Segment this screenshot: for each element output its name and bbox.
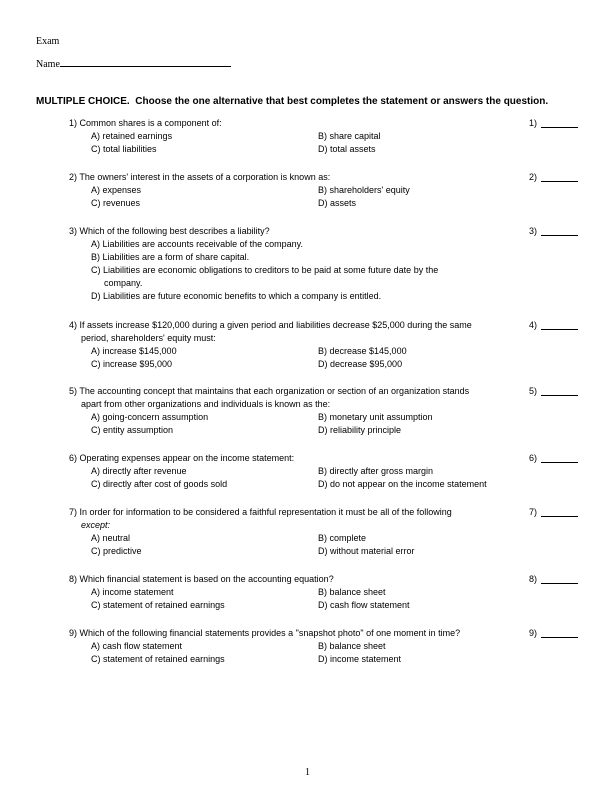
option-letter: C) [91, 425, 101, 435]
option-d[interactable] [318, 358, 402, 371]
option-letter: A) [91, 412, 100, 422]
option-b[interactable] [318, 640, 386, 653]
option-text: shareholders' equity [329, 185, 410, 195]
answer-blank[interactable] [541, 329, 578, 330]
option-text: complete [329, 533, 367, 543]
option-d[interactable] [318, 545, 415, 558]
answer-number: 5) [528, 386, 537, 396]
option-letter: B) [318, 346, 327, 356]
option-text: total liabilities [103, 144, 157, 154]
option-text: do not appear on the income statement [330, 479, 487, 489]
question-stem [69, 171, 509, 184]
option-letter: B) [318, 412, 327, 422]
option-text: decrease $95,000 [330, 359, 403, 369]
option-text: predictive [103, 546, 142, 556]
name-blank[interactable] [60, 58, 231, 67]
option-letter: D) [318, 546, 328, 556]
option-letter: C) [91, 654, 101, 664]
answer-number: 8) [528, 574, 537, 584]
option-text: Liabilities are accounts receivable of the company. [102, 239, 303, 249]
option-text: entity assumption [103, 425, 174, 435]
option-text: balance sheet [329, 587, 386, 597]
answer-number: 4) [528, 320, 537, 330]
question-number: 2) [69, 172, 78, 182]
option-b[interactable] [318, 411, 433, 424]
option-letter: A) [91, 185, 100, 195]
option-letter: B) [318, 641, 327, 651]
question-stem [69, 452, 509, 465]
question-stem [69, 627, 509, 640]
option-letter: A) [91, 131, 100, 141]
option-text: statement of retained earnings [103, 654, 225, 664]
question-number: 9) [69, 628, 78, 638]
option-letter: C) [91, 359, 101, 369]
option-text-continuation: company. [104, 278, 143, 288]
option-text: Liabilities are economic obligations to creditors to be paid at some future date by the [103, 265, 439, 275]
answer-blank[interactable] [541, 395, 578, 396]
option-text: Liabilities are a form of share capital. [102, 252, 250, 262]
option-a[interactable] [91, 345, 177, 358]
option-letter: A) [91, 466, 100, 476]
option-b[interactable] [318, 532, 366, 545]
option-text: cash flow statement [102, 641, 183, 651]
option-text: going-concern assumption [102, 412, 209, 422]
name-field[interactable] [36, 58, 231, 70]
option-b[interactable] [91, 251, 511, 264]
option-text: balance sheet [329, 641, 386, 651]
option-letter: A) [91, 587, 100, 597]
option-letter: D) [318, 198, 328, 208]
option-d[interactable] [318, 424, 401, 437]
question-text: In order for information to be considered a faithful representation it must be all of the following [79, 507, 452, 517]
answer-blank[interactable] [541, 637, 578, 638]
option-text: cash flow statement [330, 600, 410, 610]
option-letter: D) [91, 291, 101, 301]
option-c[interactable] [91, 424, 173, 437]
option-text: neutral [102, 533, 131, 543]
question-number: 4) [69, 320, 78, 330]
question-stem [69, 117, 509, 130]
option-a[interactable] [91, 184, 141, 197]
option-c[interactable] [91, 197, 140, 210]
option-d[interactable] [318, 143, 376, 156]
question-number: 8) [69, 574, 78, 584]
option-a[interactable] [91, 130, 172, 143]
question-number: 6) [69, 453, 78, 463]
option-letter: C) [91, 600, 101, 610]
question-number: 5) [69, 386, 78, 396]
option-a[interactable] [91, 640, 182, 653]
answer-number: 1) [528, 118, 537, 128]
option-text: income statement [102, 587, 174, 597]
option-a[interactable] [91, 586, 174, 599]
option-d[interactable] [318, 653, 401, 666]
option-letter: C) [91, 144, 101, 154]
option-c[interactable] [91, 358, 172, 371]
option-text: expenses [102, 185, 142, 195]
option-c[interactable] [91, 599, 225, 612]
answer-number: 7) [528, 507, 537, 517]
answer-blank[interactable] [541, 127, 578, 128]
question-text: Common shares is a component of: [79, 118, 222, 128]
answer-blank[interactable] [541, 516, 578, 517]
option-c[interactable] [91, 478, 227, 491]
option-letter: B) [318, 466, 327, 476]
question-text-emphasis: except: [81, 520, 111, 530]
option-letter: D) [318, 144, 328, 154]
option-d[interactable] [318, 599, 410, 612]
option-letter: B) [318, 131, 327, 141]
question-stem [69, 506, 509, 532]
question-text: Which of the following best describes a liability? [79, 226, 270, 236]
option-letter: A) [91, 239, 100, 249]
option-text: directly after cost of goods sold [103, 479, 228, 489]
option-letter: D) [318, 600, 328, 610]
option-a[interactable] [91, 411, 208, 424]
question-stem [69, 573, 509, 586]
option-c[interactable] [91, 264, 511, 290]
option-text: assets [330, 198, 357, 208]
question-number: 1) [69, 118, 78, 128]
option-letter: B) [318, 587, 327, 597]
option-letter: B) [91, 252, 100, 262]
option-text: decrease $145,000 [329, 346, 407, 356]
answer-number: 3) [528, 226, 537, 236]
question-number: 7) [69, 507, 78, 517]
question-text-continuation [69, 519, 509, 532]
option-letter: C) [91, 265, 101, 275]
option-letter: A) [91, 641, 100, 651]
option-letter: D) [318, 425, 328, 435]
option-text: total assets [330, 144, 376, 154]
option-b[interactable] [318, 345, 407, 358]
question-text: Which financial statement is based on the accounting equation? [79, 574, 334, 584]
option-text: statement of retained earnings [103, 600, 225, 610]
option-b[interactable] [318, 130, 381, 143]
name-label: Name [36, 59, 60, 70]
section-title: MULTIPLE CHOICE. [36, 96, 130, 107]
option-text: directly after revenue [102, 466, 187, 476]
option-letter: B) [318, 185, 327, 195]
answer-blank[interactable] [541, 235, 578, 236]
option-text: increase $145,000 [102, 346, 177, 356]
option-letter: B) [318, 533, 327, 543]
answer-blank[interactable] [541, 583, 578, 584]
question-text: Which of the following financial statements provides a "snapshot photo" of one moment in time? [79, 628, 461, 638]
option-text: revenues [103, 198, 141, 208]
option-d[interactable] [91, 290, 511, 303]
page-number: 1 [305, 767, 310, 778]
answer-blank[interactable] [541, 462, 578, 463]
option-c[interactable] [91, 143, 157, 156]
option-a[interactable] [91, 532, 130, 545]
option-a[interactable] [91, 465, 187, 478]
option-b[interactable] [318, 184, 410, 197]
option-c[interactable] [91, 545, 142, 558]
option-text: retained earnings [102, 131, 173, 141]
option-text: income statement [330, 654, 402, 664]
option-letter: D) [318, 359, 328, 369]
option-letter: A) [91, 346, 100, 356]
question-stem [69, 225, 509, 238]
option-d[interactable] [318, 197, 356, 210]
exam-label: Exam [36, 36, 60, 47]
option-text: share capital [329, 131, 381, 141]
question-number: 3) [69, 226, 78, 236]
option-text: Liabilities are future economic benefits to which a company is entitled. [103, 291, 382, 301]
option-text: without material error [330, 546, 415, 556]
option-letter: C) [91, 198, 101, 208]
question-text-continuation: period, shareholders' equity must: [81, 333, 216, 343]
question-text: If assets increase $120,000 during a given period and liabilities decrease $25,000 during the same [79, 320, 472, 330]
question-text: Operating expenses appear on the income statement: [79, 453, 295, 463]
answer-number: 6) [528, 453, 537, 463]
section-header [36, 96, 548, 107]
option-b[interactable] [318, 586, 386, 599]
option-letter: A) [91, 533, 100, 543]
question-stem [69, 385, 509, 411]
option-letter: D) [318, 654, 328, 664]
answer-blank[interactable] [541, 181, 578, 182]
question-text-continuation: apart from other organizations and individuals is known as the: [81, 399, 331, 409]
question-text: The owners' interest in the assets of a corporation is known as: [79, 172, 331, 182]
option-text: reliability principle [330, 425, 402, 435]
answer-number: 2) [528, 172, 537, 182]
question-text: The accounting concept that maintains that each organization or section of an organization stands [79, 386, 470, 396]
option-letter: C) [91, 546, 101, 556]
option-text: directly after gross margin [329, 466, 434, 476]
option-c[interactable] [91, 653, 225, 666]
question-stem [69, 319, 509, 345]
option-a[interactable] [91, 238, 511, 251]
option-text: monetary unit assumption [329, 412, 433, 422]
option-d[interactable] [318, 478, 487, 491]
option-letter: D) [318, 479, 328, 489]
answer-number: 9) [528, 628, 537, 638]
option-letter: C) [91, 479, 101, 489]
option-b[interactable] [318, 465, 433, 478]
option-text: increase $95,000 [103, 359, 173, 369]
section-instruction: Choose the one alternative that best completes the statement or answers the question. [135, 96, 549, 107]
